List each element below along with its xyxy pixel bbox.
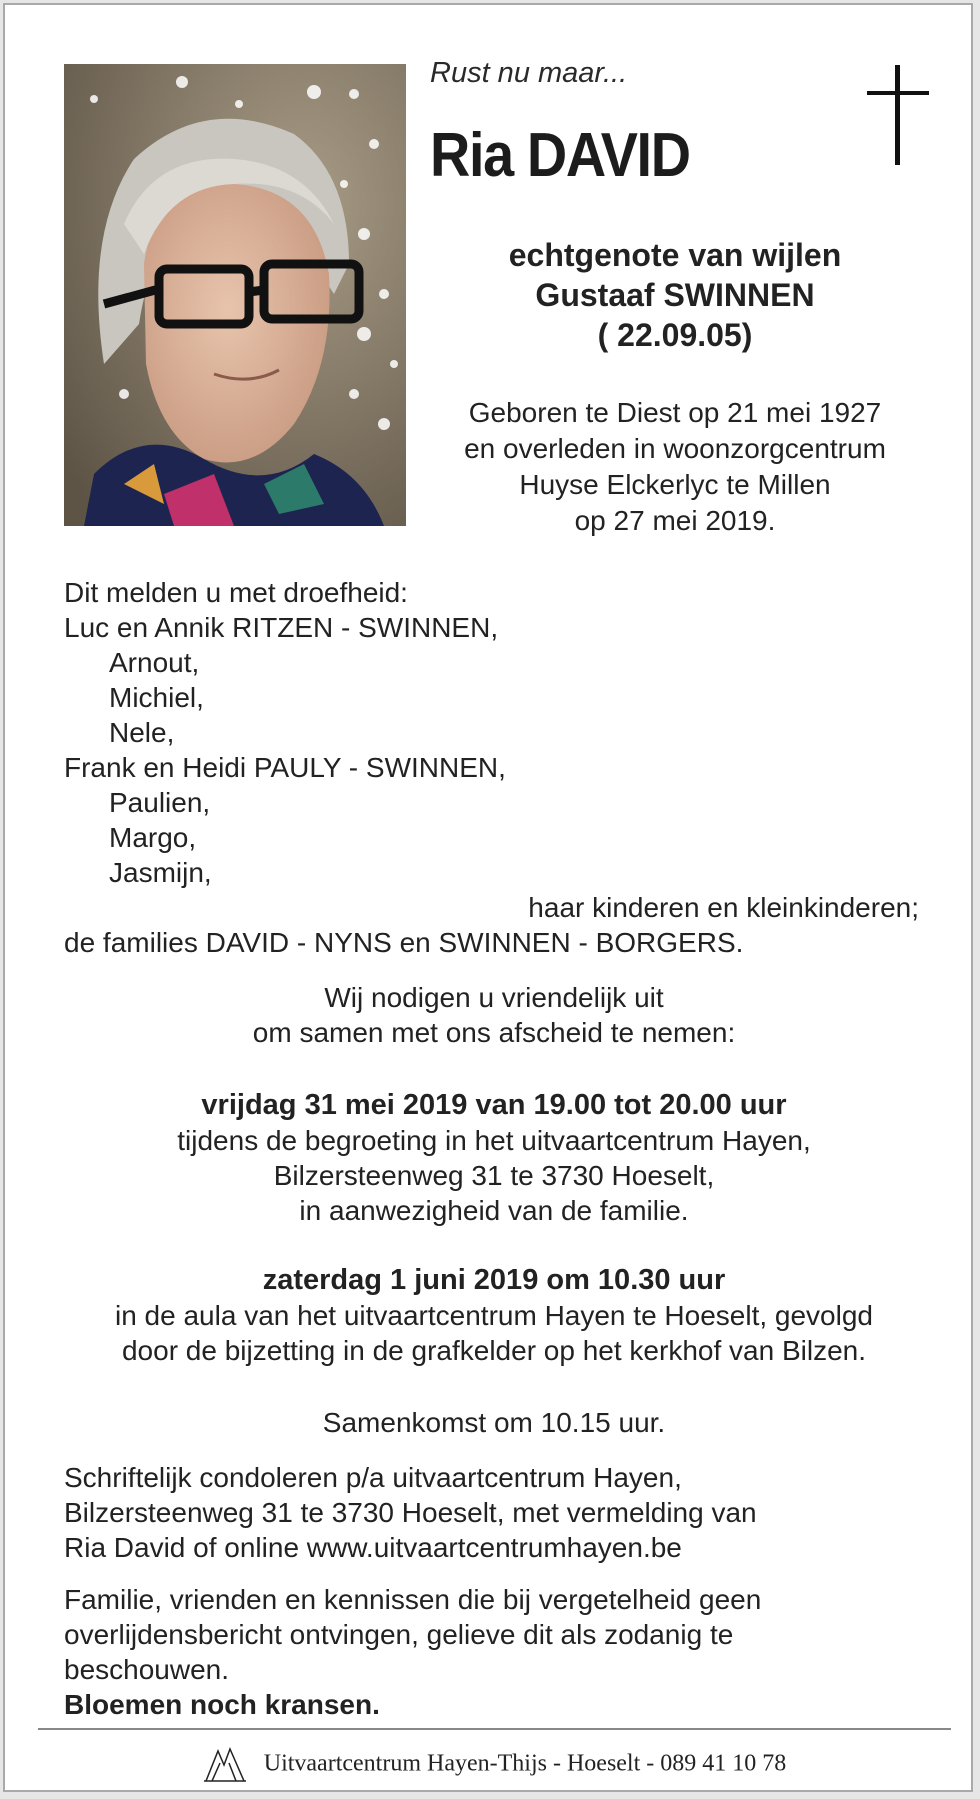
born-line-3: Huyse Elckerlyc te Millen bbox=[519, 469, 831, 500]
flowers-notice: Bloemen noch kransen. bbox=[64, 1689, 380, 1720]
portrait-photo bbox=[64, 64, 406, 526]
mourner-line: Michiel, bbox=[109, 682, 204, 713]
notice-block bbox=[64, 1582, 924, 1722]
mourners-relation: haar kinderen en kleinkinderen; bbox=[528, 892, 919, 923]
born-line-2: en overleden in woonzorgcentrum bbox=[464, 433, 886, 464]
deceased-name: Ria DAVID bbox=[430, 121, 690, 190]
notice-line-1: Familie, vrienden en kennissen die bij vergetelheid geen bbox=[64, 1584, 762, 1615]
ceremony-line-1: in de aula van het uitvaartcentrum Hayen te Hoeselt, gevolgd bbox=[114, 1300, 873, 1331]
tagline: Rust nu maar... bbox=[430, 57, 628, 89]
invitation-line-1: Wij nodigen u vriendelijk uit bbox=[324, 982, 664, 1013]
footer bbox=[45, 1745, 943, 1783]
mourner-line: Arnout, bbox=[109, 647, 200, 678]
viewing-line-1: tijdens de begroeting in het uitvaartcentrum Hayen, bbox=[177, 1125, 811, 1156]
notice-line-2: overlijdensbericht ontvingen, gelieve dit als zodanig te bbox=[64, 1619, 734, 1650]
spouse-line-2: Gustaaf SWINNEN bbox=[535, 277, 815, 313]
mourner-line: Margo, bbox=[109, 822, 197, 853]
meeting-time: Samenkomst om 10.15 uur. bbox=[322, 1407, 666, 1438]
ceremony-event bbox=[45, 1263, 943, 1368]
obituary-card bbox=[3, 3, 973, 1792]
notice-line-3: beschouwen. bbox=[64, 1654, 230, 1685]
mourner-line: Luc en Annik RITZEN - SWINNEN, bbox=[64, 612, 499, 643]
footer-text: Uitvaartcentrum Hayen-Thijs - Hoeselt - 089 41 10 78 bbox=[263, 1750, 787, 1777]
viewing-line-2: Bilzersteenweg 31 te 3730 Hoeselt, bbox=[273, 1160, 715, 1191]
viewing-line-3: in aanwezigheid van de familie. bbox=[299, 1195, 689, 1226]
mourner-line: Paulien, bbox=[109, 787, 211, 818]
condolence-line-1: Schriftelijk condoleren p/a uitvaartcentrum Hayen, bbox=[64, 1462, 682, 1493]
funeral-home-logo-icon bbox=[202, 1745, 248, 1783]
invitation-block bbox=[45, 980, 943, 1050]
mourners-families: de families DAVID - NYNS en SWINNEN - BORGERS. bbox=[64, 927, 744, 958]
mourner-line: Frank en Heidi PAULY - SWINNEN, bbox=[64, 752, 506, 783]
condolence-block bbox=[64, 1460, 924, 1565]
invitation-line-2: om samen met ons afscheid te nemen: bbox=[252, 1017, 736, 1048]
spouse-block bbox=[435, 235, 915, 355]
condolence-line-3: Ria David of online www.uitvaartcentrumhayen.be bbox=[64, 1532, 682, 1563]
mourner-line: Nele, bbox=[109, 717, 175, 748]
portrait-illustration bbox=[64, 64, 406, 526]
viewing-event bbox=[45, 1088, 943, 1228]
spouse-line-1: echtgenote van wijlen bbox=[508, 237, 842, 273]
born-line-1: Geboren te Diest op 21 mei 1927 bbox=[468, 397, 882, 428]
ceremony-datetime: zaterdag 1 juni 2019 om 10.30 uur bbox=[262, 1264, 726, 1296]
ceremony-line-2: door de bijzetting in de grafkelder op het kerkhof van Bilzen. bbox=[121, 1335, 866, 1366]
born-line-4: op 27 mei 2019. bbox=[574, 505, 776, 536]
mourners-block bbox=[64, 575, 934, 960]
viewing-datetime: vrijdag 31 mei 2019 van 19.00 tot 20.00 uur bbox=[201, 1089, 787, 1121]
mourners-intro: Dit melden u met droefheid: bbox=[64, 577, 408, 608]
birth-death-block bbox=[435, 395, 915, 539]
spouse-line-3: ( 22.09.05) bbox=[597, 317, 753, 353]
cross-icon bbox=[867, 65, 929, 165]
condolence-line-2: Bilzersteenweg 31 te 3730 Hoeselt, met vermelding van bbox=[64, 1497, 757, 1528]
mourner-line: Jasmijn, bbox=[109, 857, 212, 888]
footer-divider bbox=[38, 1728, 951, 1730]
